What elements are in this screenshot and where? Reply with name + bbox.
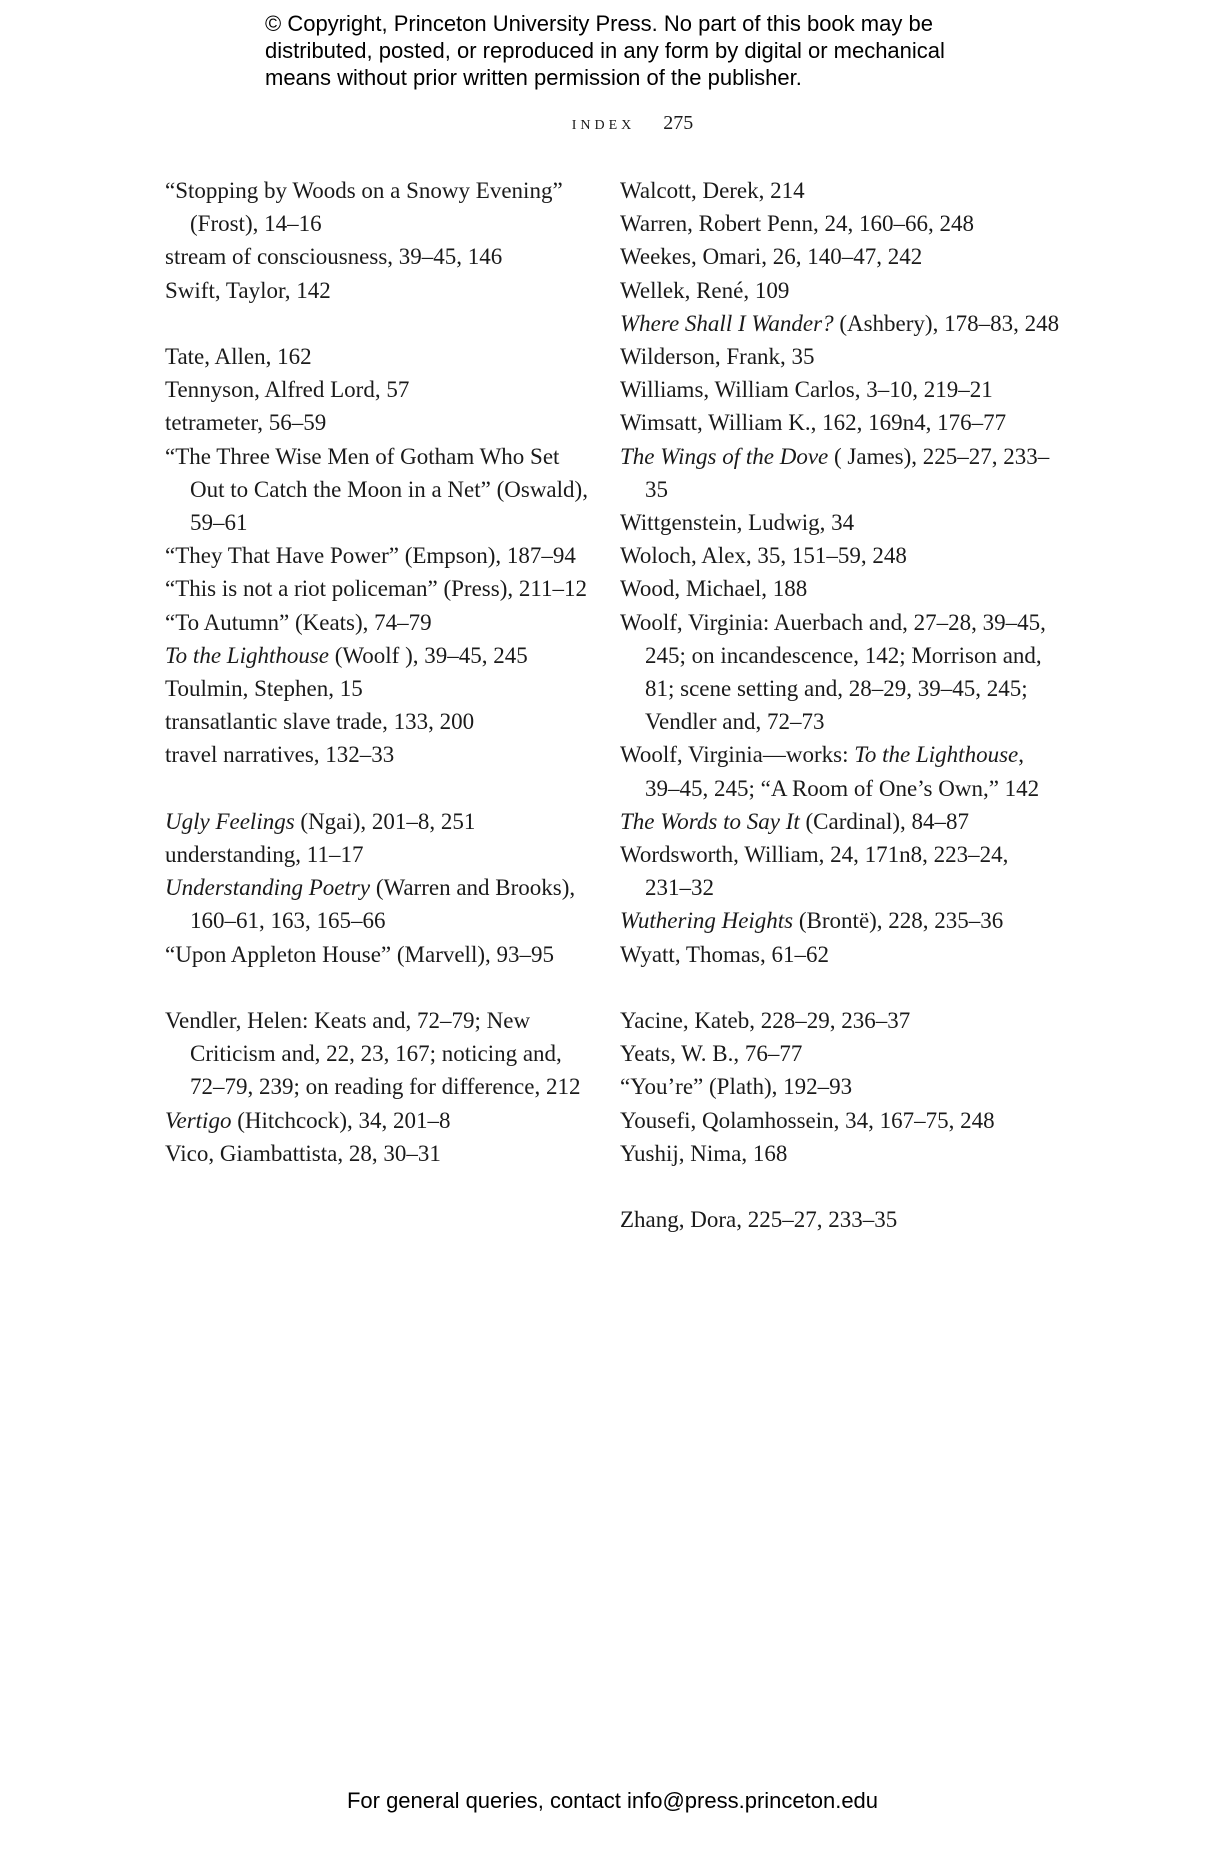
index-entry <box>620 1037 1060 1070</box>
entry-text: “Stopping by Woods on a Snowy Evening” (Frost), 14–16 <box>165 178 563 237</box>
entry-text: (Woolf ), 39–45, 245 <box>329 642 528 668</box>
index-entry <box>165 838 595 871</box>
entry-title-italic: The Wings of the Dove <box>620 443 829 469</box>
index-column-right <box>620 174 1060 1236</box>
entry-text: Swift, Taylor, 142 <box>165 277 331 303</box>
page-number: 275 <box>663 112 694 134</box>
entry-text: Toulmin, Stephen, 15 <box>165 676 363 702</box>
index-entry <box>620 904 1060 937</box>
entry-text: Woolf, Virginia—works: <box>620 742 855 768</box>
index-entry <box>165 705 595 738</box>
index-entry <box>165 871 595 937</box>
copyright-line: means without prior written permission of the publisher. <box>265 65 802 90</box>
index-entry <box>620 606 1060 739</box>
entry-title-italic: Wuthering Heights <box>620 908 794 934</box>
letter-group-spacer <box>165 971 595 1004</box>
entry-text: Wood, Michael, 188 <box>620 576 808 602</box>
index-entry <box>620 506 1060 539</box>
entry-text: Yacine, Kateb, 228–29, 236–37 <box>620 1008 911 1034</box>
entry-text: (Brontë), 228, 235–36 <box>793 908 1004 934</box>
entry-text: (Cardinal), 84–87 <box>799 808 970 834</box>
letter-group-spacer <box>165 307 595 340</box>
index-entry <box>165 539 595 572</box>
entry-text: Wimsatt, William K., 162, 169n4, 176–77 <box>620 410 1007 436</box>
entry-text: “They That Have Power” (Empson), 187–94 <box>165 543 576 569</box>
entry-text: , 39–45, 245; “A Room of One’s Own,” 142 <box>645 742 1040 801</box>
entry-text: (Warren and Brooks), 160–61, 163, 165–66 <box>190 875 576 934</box>
entry-text: Walcott, Derek, 214 <box>620 178 805 203</box>
index-entry <box>620 373 1060 406</box>
index-entry <box>620 1104 1060 1137</box>
index-entry <box>165 440 595 540</box>
index-entry <box>165 572 595 605</box>
index-entry <box>620 539 1060 572</box>
letter-group-spacer <box>620 971 1060 1004</box>
entry-text: (Ashbery), 178–83, 248 <box>833 310 1060 336</box>
index-entry <box>620 1004 1060 1037</box>
footer-contact: For general queries, contact info@press.princeton.edu <box>346 1788 879 1813</box>
entry-text: ( James), 225–27, 233–35 <box>645 443 1050 502</box>
index-entry <box>620 572 1060 605</box>
letter-group-spacer <box>165 772 595 805</box>
index-entry <box>620 938 1060 971</box>
entry-title-italic: The Words to Say It <box>620 808 800 834</box>
entry-title-italic: To the Lighthouse <box>854 742 1019 768</box>
entry-text: Yeats, W. B., 76–77 <box>620 1041 803 1067</box>
entry-text: Wordsworth, William, 24, 171n8, 223–24, 231–32 <box>620 842 1009 901</box>
entry-title-italic: Where Shall I Wander? <box>620 310 834 336</box>
index-entry <box>165 1137 595 1170</box>
entry-text: Yushij, Nima, 168 <box>620 1140 788 1166</box>
entry-text: Wilderson, Frank, 35 <box>620 344 815 370</box>
entry-text: Woolf, Virginia: Auerbach and, 27–28, 39–45, 245; on incandescence, 142; Morrison and, 81; scene setting and, 28–29, 39–45, 245; Vendler and, 72–73 <box>620 609 1046 735</box>
section-title: index <box>571 112 636 134</box>
index-entry <box>165 938 595 971</box>
entry-text: (Hitchcock), 34, 201–8 <box>231 1107 451 1133</box>
index-entry <box>620 174 1060 207</box>
index-entry <box>165 606 595 639</box>
entry-text: Tennyson, Alfred Lord, 57 <box>165 377 410 403</box>
entry-text: “You’re” (Plath), 192–93 <box>620 1074 853 1100</box>
entry-text: Vendler, Helen: Keats and, 72–79; New Criticism and, 22, 23, 167; noticing and, 72–79, 239; on reading for difference, 212 <box>165 1008 581 1100</box>
entry-text: Warren, Robert Penn, 24, 160–66, 248 <box>620 211 974 237</box>
copyright-notice <box>265 10 1025 91</box>
entry-text: understanding, 11–17 <box>165 842 364 868</box>
index-entry <box>165 1004 595 1104</box>
index-entry <box>165 174 595 240</box>
entry-text: (Ngai), 201–8, 251 <box>294 808 476 834</box>
index-entry <box>620 1203 1060 1236</box>
index-entry <box>620 1137 1060 1170</box>
entry-text: Williams, William Carlos, 3–10, 219–21 <box>620 377 993 403</box>
entry-title-italic: To the Lighthouse <box>165 642 330 668</box>
entry-title-italic: Vertigo <box>165 1107 232 1133</box>
index-entry <box>620 440 1060 506</box>
copyright-line: distributed, posted, or reproduced in any form by digital or mechanical <box>265 38 945 63</box>
index-entry <box>620 1070 1060 1103</box>
index-entry <box>620 207 1060 240</box>
entry-title-italic: Ugly Feelings <box>165 808 295 834</box>
entry-text: Weekes, Omari, 26, 140–47, 242 <box>620 244 923 270</box>
entry-title-italic: Understanding Poetry <box>165 875 371 901</box>
index-entry <box>165 373 595 406</box>
index-column-left <box>165 174 595 1170</box>
index-entry <box>165 406 595 439</box>
entry-text: “This is not a riot policeman” (Press), 211–12 <box>165 576 588 602</box>
entry-text: stream of consciousness, 39–45, 146 <box>165 244 503 270</box>
entry-text: Vico, Giambattista, 28, 30–31 <box>165 1140 441 1166</box>
index-entry <box>165 805 595 838</box>
index-entry <box>165 240 595 273</box>
entry-text: transatlantic slave trade, 133, 200 <box>165 709 475 735</box>
index-entry <box>620 406 1060 439</box>
letter-group-spacer <box>620 1170 1060 1203</box>
index-entry <box>620 307 1060 340</box>
index-entry <box>165 340 595 373</box>
entry-text: Wellek, René, 109 <box>620 277 790 303</box>
index-entry <box>165 274 595 307</box>
entry-text: Yousefi, Qolamhossein, 34, 167–75, 248 <box>620 1107 995 1133</box>
index-entry <box>165 672 595 705</box>
entry-text: Zhang, Dora, 225–27, 233–35 <box>620 1207 898 1233</box>
index-entry <box>165 738 595 771</box>
index-entry <box>165 639 595 672</box>
index-entry <box>620 838 1060 904</box>
copyright-line: © Copyright, Princeton University Press. No part of this book may be <box>265 11 933 36</box>
index-entry <box>620 738 1060 804</box>
entry-text: Tate, Allen, 162 <box>165 344 312 369</box>
entry-text: “Upon Appleton House” (Marvell), 93–95 <box>165 941 555 967</box>
entry-text: Woloch, Alex, 35, 151–59, 248 <box>620 543 907 569</box>
entry-text: “The Three Wise Men of Gotham Who Set Out to Catch the Moon in a Net” (Oswald), 59–61 <box>165 443 588 536</box>
entry-text: tetrameter, 56–59 <box>165 410 327 436</box>
index-entry <box>165 1104 595 1137</box>
running-head <box>0 112 1225 135</box>
entry-text: Wittgenstein, Ludwig, 34 <box>620 510 855 536</box>
index-entry <box>620 240 1060 273</box>
index-entry <box>620 274 1060 307</box>
entry-text: “To Autumn” (Keats), 74–79 <box>165 609 432 635</box>
index-entry <box>620 340 1060 373</box>
entry-text: travel narratives, 132–33 <box>165 742 395 768</box>
entry-text: Wyatt, Thomas, 61–62 <box>620 941 829 967</box>
index-entry <box>620 805 1060 838</box>
